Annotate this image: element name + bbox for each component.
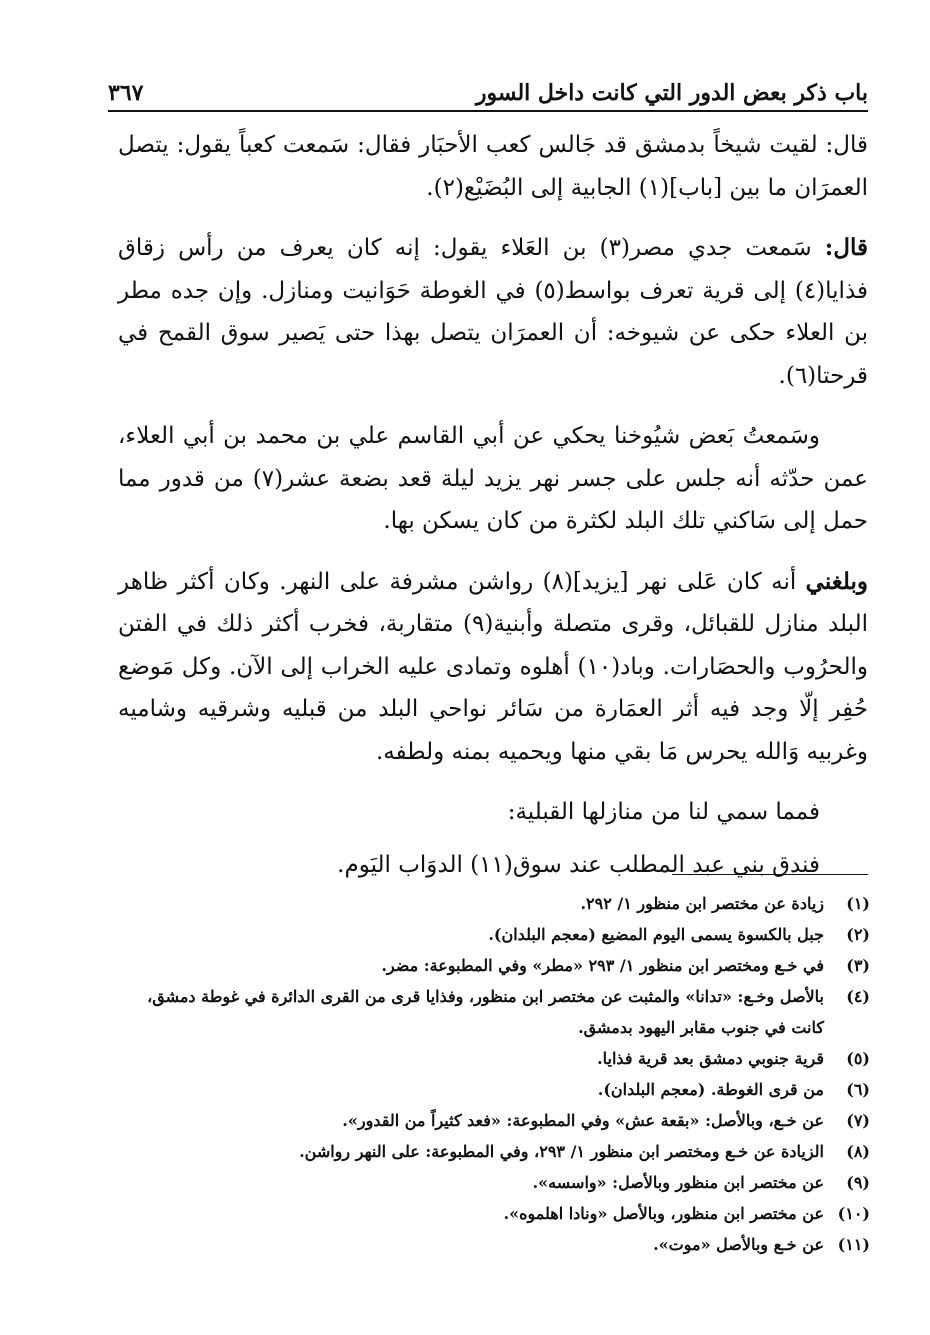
footnote-number: (١٠): [837, 1204, 870, 1223]
paragraph-2-lead: قال:: [824, 234, 868, 261]
footnote-11: [118, 1229, 870, 1260]
footnote-number: (٦): [846, 1080, 870, 1099]
footnote-9: [118, 1167, 870, 1198]
page-header: [108, 62, 868, 106]
paragraph-3: [118, 415, 868, 543]
footnote-number: (٢): [846, 925, 870, 944]
footnote-number: (١): [846, 894, 870, 913]
footnote-4: [118, 981, 870, 1043]
footnote-number: (٥): [846, 1049, 870, 1068]
footnote-number: (٧): [846, 1111, 870, 1130]
paragraph-5-text: فمما سمي لنا من منازلها القبلية:: [507, 799, 820, 825]
footnote-2: [118, 919, 870, 950]
footnote-text: زيادة عن مختصر ابن منظور ١/ ٢٩٢.: [580, 894, 824, 913]
footnote-text: في خـع ومختصر ابن منظور ١/ ٢٩٣ «مطر» وفي المطبوعة: مضر.: [381, 956, 824, 975]
footnote-number: (٩): [846, 1173, 870, 1192]
footnote-text: بالأصل وخـع: «تدانا» والمثبت عن مختصر ابن منظور، وفذايا قرى من القرى الدائرة في غوطة دمشق، كانت في جنوب مقابر اليهود بدمشق.: [147, 987, 824, 1037]
footnote-7: [118, 1105, 870, 1136]
footnote-3: [118, 950, 870, 981]
footnote-text: عن مختصر ابن منظور وبالأصل: «واسسه».: [532, 1173, 824, 1192]
footnote-number: (١١): [837, 1235, 870, 1254]
paragraph-6: [118, 844, 868, 887]
footnotes: [118, 888, 870, 1260]
footnote-10: [118, 1198, 870, 1229]
paragraph-4: [118, 561, 868, 774]
paragraph-1-text: قال: لقيت شيخاً بدمشق قد جَالس كعب الأحبَار فقال: سَمعت كعباً يقول: يتصل العمرَان ما بين [باب](١) الجابية إلى البُضَيْع(٢).: [118, 132, 868, 201]
main-text: [118, 124, 868, 904]
footnote-1: [118, 888, 870, 919]
footnote-text: عن مختصر ابن منظور، وبالأصل «ونادا اهلموه».: [503, 1204, 824, 1223]
paragraph-1: [118, 124, 868, 209]
footnote-text: من قرى الغوطة. (معجم البلدان).: [597, 1080, 824, 1099]
footnote-text: قرية جنوبي دمشق بعد قرية فذايا.: [597, 1049, 824, 1068]
paragraph-3-text: وسَمعتُ بَعض شيُوخنا يحكي عن أبي القاسم علي بن محمد بن أبي العلاء، عمن حدّثه أنه جلس على جسر نهر يزيد ليلة قعد بضعة عشر(٧) من قدور مما حمل إلى سَاكني تلك البلد لكثرة من كان يسكن بها.: [118, 423, 868, 534]
footnote-text: عن خـع وبالأصل «موت».: [653, 1235, 824, 1254]
page-number: ٣٦٧: [108, 80, 144, 106]
footnote-text: الزيادة عن خـع ومختصر ابن منظور ١/ ٢٩٣، وفي المطبوعة: على النهر رواشن.: [299, 1142, 824, 1161]
footnote-number: (٣): [846, 956, 870, 975]
footnote-8: [118, 1136, 870, 1167]
running-title: باب ذكر بعض الدور التي كانت داخل السور: [475, 80, 868, 106]
paragraph-4-text: أنه كان عَلى نهر [يزيد](٨) رواشن مشرفة على النهر. وكان أكثر ظاهر البلد منازل للقبائل، وقرى متصلة وأبنية(٩) متقاربة، فخرب أكثر ذلك في الفتن والحرُوب والحصَارات. وباد(١٠) أهلوه وتمادى عليه الخراب إلى الآن. وكل مَوضع حُفِر إلّا وجد فيه أثر العمَارة من سَائر نواحي البلد من قبليه وشرقيه وشاميه وغربيه وَالله يحرس مَا بقي منها ويحميه بمنه ولطفه.: [118, 568, 868, 765]
paragraph-2: [118, 227, 868, 397]
footnote-number: (٨): [846, 1142, 870, 1161]
paragraph-6-text: فندق بني عبد المطلب عند سوق(١١) الدوَاب اليَوم.: [337, 851, 820, 878]
paragraph-4-lead: وبلغني: [805, 567, 868, 595]
footnote-text: عن خـع، وبالأصل: «بقعة عش» وفي المطبوعة: «فعد كثيراً من القدور».: [342, 1111, 824, 1130]
header-rule: [108, 110, 868, 112]
paragraph-5: [118, 791, 868, 834]
footnote-6: [118, 1074, 870, 1105]
footnote-number: (٤): [846, 987, 870, 1006]
footnote-separator: [672, 874, 868, 875]
paragraph-2-text: سَمعت جدي مصر(٣) بن العَلاء يقول: إنه كان يعرف من رأس زقاق فذايا(٤) إلى قرية تعرف بواسط(٥) في الغوطة حَوَانيت ومنازل. وإن جده مطر بن العلاء حكى عن شيوخه: أن العمرَان يتصل بهذا حتى يَصير سوق القمح في قرحتا(٦).: [118, 235, 869, 389]
footnote-5: [118, 1043, 870, 1074]
footnote-text: جبل بالكسوة يسمى اليوم المضيع (معجم البلدان).: [488, 925, 824, 944]
